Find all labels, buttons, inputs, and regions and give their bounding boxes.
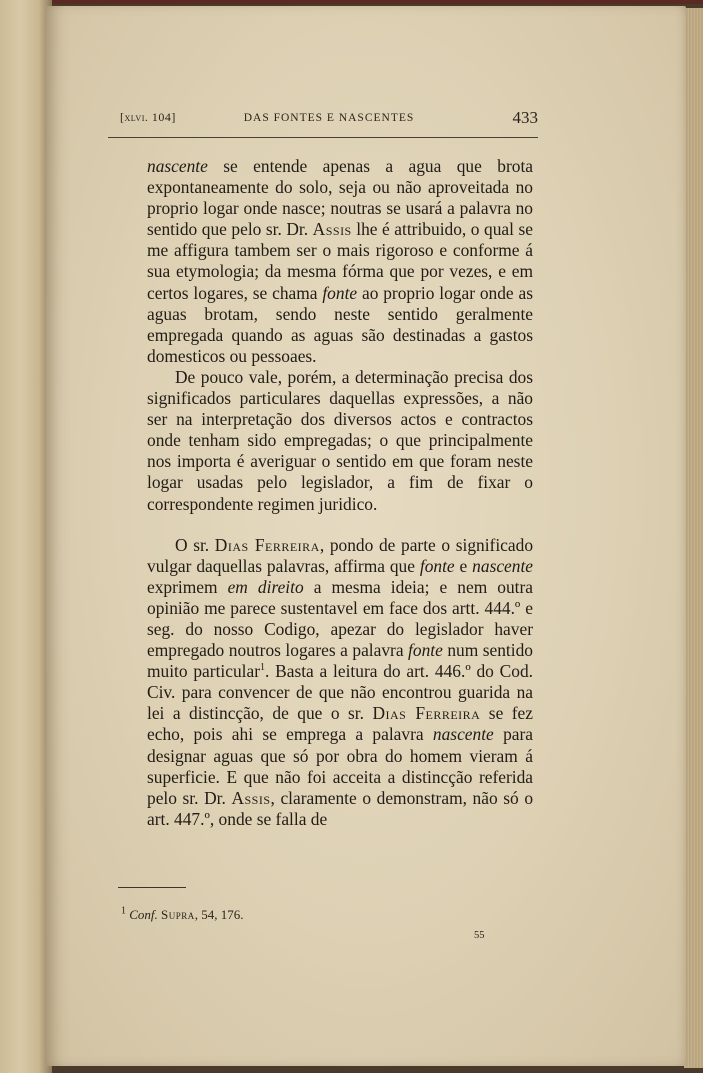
chapter-title: DAS FONTES E NASCENTES (243, 112, 415, 124)
text-run: ao proprio logar onde as aguas brotam, sendo neste sentido geralmente empregada quando as aguas são destinadas a gastos domesticos ou pessoaes. (147, 282, 533, 366)
body-text (147, 156, 533, 830)
text-run: O sr. (175, 534, 215, 555)
author-name: Dias Ferreira (372, 703, 481, 724)
text-run: , pondo de parte o significado vulgar daquellas palavras, affirma que (147, 534, 534, 576)
text-run: se fez echo, pois ahi se emprega a palavra (147, 703, 533, 745)
italic-term: fonte (419, 555, 455, 576)
footnote-marker: 1 (121, 905, 126, 917)
text-run: lhe é attribuido, o qual se me affigura tambem ser o mais rigoroso e conforme á sua etymologia; da mesma fórma que por vezes, e em certos logares, se chama (147, 219, 533, 303)
text-run: , claramente o demonstram, não só o art. 447.º, onde se falla de (147, 787, 534, 829)
header-rule (108, 137, 538, 138)
author-name: Assis (312, 219, 352, 240)
text-run: para designar aguas que só por obra do homem vieram á superficie. E que não foi acceita a distincção referida pelo sr. Dr. (147, 724, 533, 808)
text-run: a mesma ideia; e nem outra opinião me parece sustentavel em face dos artt. 444.º e seg. do nosso Codigo, apezar do legislador haver empregado noutros logares a palavra (147, 576, 534, 661)
text-run: De pouco vale, porém, a determinação precisa dos significados particulares daquellas expressões, a não ser na interpretação dos diversos actos e contractos onde tenham sido empregadas; o que principalmente nos importa é averiguar o sentido em que foram neste logar usadas pelo legislador, a fim de fixar o correspondente regimen juridico. (147, 366, 533, 514)
italic-term: fonte (408, 640, 443, 661)
italic-term: nascente (432, 724, 494, 745)
italic-term: fonte (322, 282, 358, 303)
paragraph (147, 367, 533, 515)
page-stack-edge (684, 8, 703, 1068)
facing-page-edge (0, 0, 52, 1073)
italic-term: em direito (227, 576, 304, 597)
footnote-supra: Supra (161, 907, 195, 922)
binding-top-edge (50, 0, 703, 4)
text-run: e (454, 555, 473, 576)
author-name: Assis (231, 787, 271, 808)
footnote-conf: Conf. (129, 907, 158, 922)
text-run: num sentido muito particular (147, 640, 533, 682)
page-number: 433 (512, 108, 538, 127)
footnote-citation: , 54, 176. (194, 907, 244, 922)
text-run: . Basta a leitura do art. 446.º do Cod. Civ. para convencer de que não encontrou guarida na lei a distincção, de que o sr. (147, 661, 533, 724)
paragraph (147, 535, 533, 830)
italic-term: nascente (147, 156, 208, 176)
section-reference: [xlvi. 104] (120, 110, 176, 124)
paragraph (147, 156, 533, 367)
signature-mark: 55 (474, 930, 485, 941)
footnote (121, 907, 244, 923)
text-run: exprimem (147, 576, 228, 597)
italic-term: nascente (472, 555, 534, 576)
footnote-reference: 1 (260, 662, 265, 674)
running-head (120, 110, 538, 130)
footnote-rule (118, 887, 186, 888)
text-run: se entende apenas a agua que brota expontaneamente do solo, seja ou não aproveitada no proprio logar onde nasce; noutras se usará a palavra no sentido que pelo sr. Dr. (147, 156, 533, 240)
author-name: Dias Ferreira (214, 534, 320, 555)
